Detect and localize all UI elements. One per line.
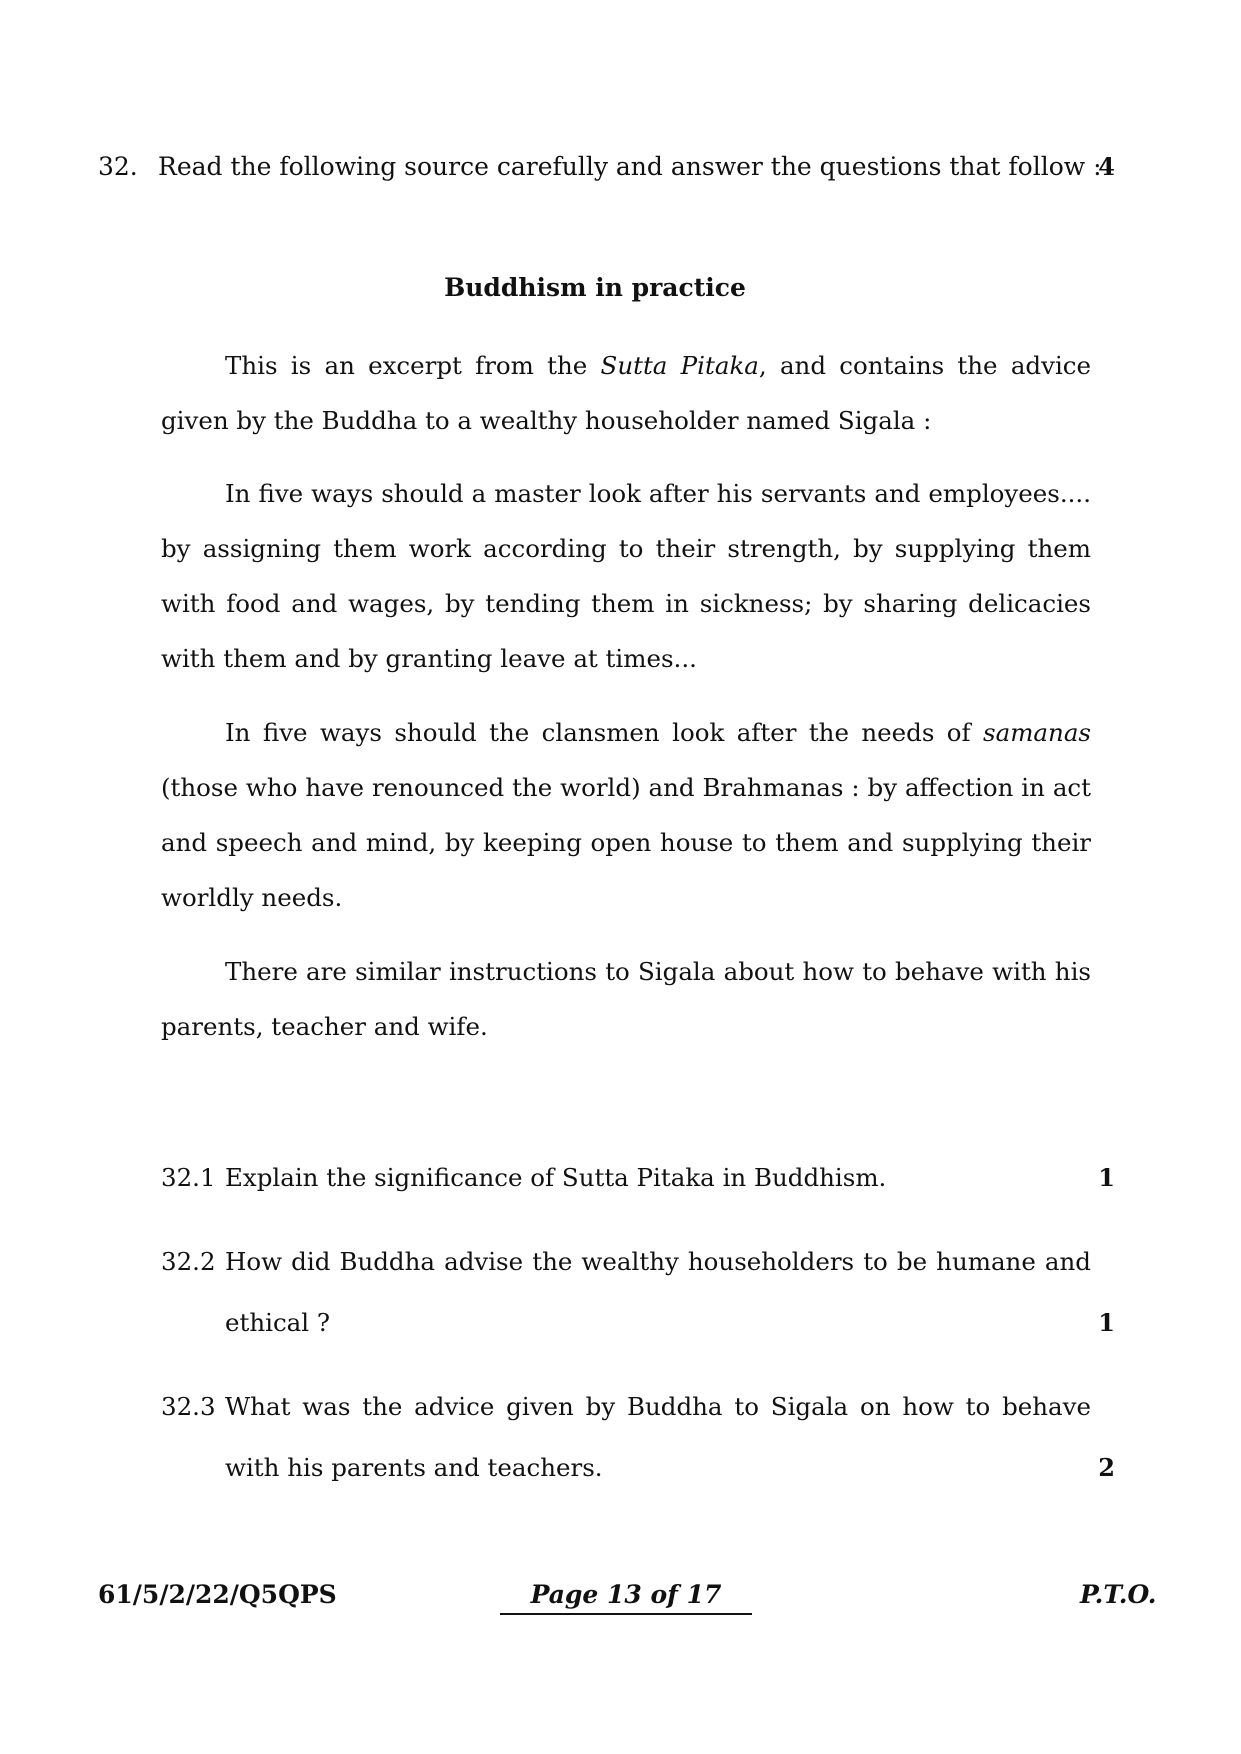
source-paragraph-1: In five ways should a master look after his servants and employees.... by assigning them work according to their strength, by supplying them with food and wages, by tending them in sickness; by sharing delicacies with them and by granting leave at times... — [161, 479, 1091, 673]
subquestion-2 — [161, 1247, 1091, 1276]
para2-text: In five ways should the clansmen look after the needs of — [225, 718, 984, 747]
source-intro — [161, 338, 1091, 448]
para2-text-end: (those who have renounced the world) and Brahmanas : by affection in act and speech and mind, by keeping open house to them and supplying their worldly needs. — [161, 773, 1091, 912]
intro-text-end: , and contains the advice given by the Buddha to a wealthy householder named Sigala : — [161, 351, 1092, 435]
subquestion-number: 32.2 — [161, 1247, 216, 1276]
source-title: Buddhism in practice — [444, 273, 746, 302]
please-turn-over: P.T.O. — [1080, 1580, 1157, 1609]
subquestion-text: Explain the significance of Sutta Pitaka in Buddhism. — [225, 1163, 887, 1192]
para2-italic-term: samanas — [983, 718, 1091, 747]
subquestion-3-marks: 2 — [1098, 1453, 1115, 1482]
subquestion-text-line1: How did Buddha advise the wealthy householders to be humane and — [225, 1247, 1091, 1276]
subquestion-2-marks: 1 — [1098, 1308, 1115, 1337]
subquestion-2-line2: ethical ? — [225, 1308, 331, 1337]
subquestion-text-line1: What was the advice given by Buddha to Sigala on how to behave — [225, 1392, 1091, 1421]
source-paragraph-2 — [161, 705, 1091, 925]
subquestion-3 — [161, 1392, 1091, 1421]
intro-text: This is an excerpt from the — [225, 351, 601, 380]
intro-italic-term: Sutta Pitaka — [600, 351, 759, 380]
paper-code: 61/5/2/22/Q5QPS — [98, 1580, 337, 1609]
subquestion-number: 32.1 — [161, 1163, 216, 1192]
question-instruction: Read the following source carefully and answer the questions that follow : — [158, 152, 1102, 181]
question-marks: 4 — [1098, 152, 1115, 181]
page-number: Page 13 of 17 — [500, 1580, 752, 1615]
subquestion-3-line2: with his parents and teachers. — [225, 1453, 603, 1482]
question-number: 32. — [98, 152, 138, 181]
subquestion-1 — [161, 1163, 1091, 1192]
subquestion-1-marks: 1 — [1098, 1163, 1115, 1192]
question-heading — [98, 152, 1102, 181]
source-paragraph-3: There are similar instructions to Sigala about how to behave with his parents, teacher and wife. — [161, 957, 1091, 1041]
subquestion-number: 32.3 — [161, 1392, 216, 1421]
